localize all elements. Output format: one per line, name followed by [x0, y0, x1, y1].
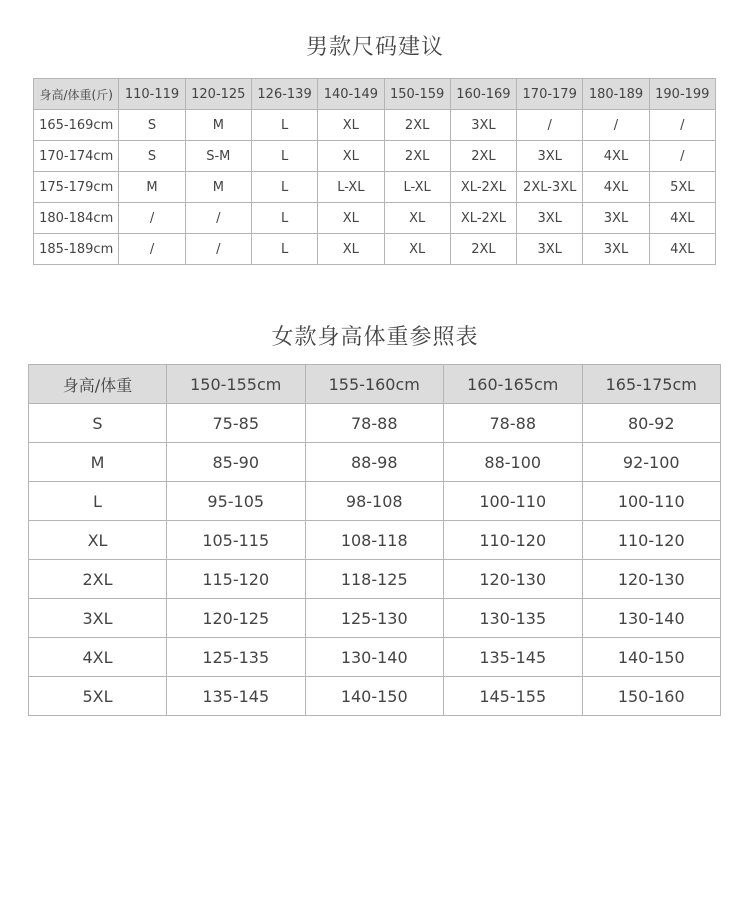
men-table-cell: S	[119, 141, 185, 172]
men-column-header: 110-119	[119, 79, 185, 110]
women-table-cell: 125-135	[167, 638, 306, 677]
men-table-cell: M	[185, 110, 251, 141]
men-table-cell: L	[251, 110, 317, 141]
women-table-cell: 110-120	[582, 521, 721, 560]
men-table-cell: 3XL	[517, 141, 583, 172]
men-table-cell: 2XL	[384, 141, 450, 172]
men-table-row	[34, 172, 716, 203]
men-table-cell: L-XL	[318, 172, 384, 203]
men-table-cell: 2XL	[450, 141, 516, 172]
men-column-header: 170-179	[517, 79, 583, 110]
men-table-row	[34, 141, 716, 172]
men-table-cell: 4XL	[649, 234, 715, 265]
women-column-header: 150-155cm	[167, 365, 306, 404]
women-table-cell: 135-145	[444, 638, 583, 677]
men-table-cell: S-M	[185, 141, 251, 172]
women-row-label: S	[29, 404, 167, 443]
women-table-row	[29, 677, 721, 716]
men-table-cell: 3XL	[583, 203, 649, 234]
women-table-cell: 105-115	[167, 521, 306, 560]
men-column-header: 120-125	[185, 79, 251, 110]
women-header-row	[29, 365, 721, 404]
men-table-cell: XL	[318, 141, 384, 172]
men-column-header: 126-139	[251, 79, 317, 110]
men-size-table	[33, 78, 716, 265]
men-table-cell: 5XL	[649, 172, 715, 203]
women-table-cell: 92-100	[582, 443, 721, 482]
women-table-cell: 140-150	[582, 638, 721, 677]
men-table-row	[34, 110, 716, 141]
men-table-cell: XL	[318, 234, 384, 265]
women-table-cell: 100-110	[582, 482, 721, 521]
men-table-cell: XL-2XL	[450, 172, 516, 203]
women-table-cell: 118-125	[305, 560, 444, 599]
women-table-cell: 108-118	[305, 521, 444, 560]
women-corner-header: 身高/体重	[29, 365, 167, 404]
women-table-cell: 130-140	[582, 599, 721, 638]
men-table-cell: /	[119, 203, 185, 234]
men-table-row	[34, 234, 716, 265]
women-table-cell: 85-90	[167, 443, 306, 482]
women-column-header: 160-165cm	[444, 365, 583, 404]
women-table-row	[29, 599, 721, 638]
men-table-cell: /	[185, 234, 251, 265]
men-column-header: 150-159	[384, 79, 450, 110]
women-row-label: 5XL	[29, 677, 167, 716]
women-table-cell: 75-85	[167, 404, 306, 443]
men-row-label: 185-189cm	[34, 234, 119, 265]
men-table-cell: L	[251, 234, 317, 265]
women-table-cell: 100-110	[444, 482, 583, 521]
women-table-cell: 78-88	[444, 404, 583, 443]
women-table-cell: 130-140	[305, 638, 444, 677]
women-row-label: L	[29, 482, 167, 521]
men-row-label: 175-179cm	[34, 172, 119, 203]
men-table-cell: XL	[318, 110, 384, 141]
women-column-header: 165-175cm	[582, 365, 721, 404]
men-table-cell: 4XL	[583, 141, 649, 172]
men-column-header: 190-199	[649, 79, 715, 110]
women-table-cell: 115-120	[167, 560, 306, 599]
women-table-row	[29, 560, 721, 599]
men-table-cell: /	[517, 110, 583, 141]
women-table-row	[29, 404, 721, 443]
women-table-cell: 88-98	[305, 443, 444, 482]
women-table-cell: 140-150	[305, 677, 444, 716]
men-table-cell: 2XL-3XL	[517, 172, 583, 203]
men-size-title: 男款尺码建议	[305, 35, 444, 60]
women-table-cell: 120-130	[582, 560, 721, 599]
men-table-cell: M	[185, 172, 251, 203]
women-table-cell: 78-88	[305, 404, 444, 443]
men-column-header: 180-189	[583, 79, 649, 110]
men-table-cell: L-XL	[384, 172, 450, 203]
men-table-cell: XL	[318, 203, 384, 234]
men-table-cell: M	[119, 172, 185, 203]
men-table-cell: S	[119, 110, 185, 141]
men-column-header: 160-169	[450, 79, 516, 110]
women-size-title: 女款身高体重参照表	[271, 325, 479, 350]
women-table-cell: 110-120	[444, 521, 583, 560]
men-row-label: 180-184cm	[34, 203, 119, 234]
women-table-cell: 150-160	[582, 677, 721, 716]
women-table-row	[29, 443, 721, 482]
men-column-header: 140-149	[318, 79, 384, 110]
men-table-cell: 3XL	[517, 203, 583, 234]
men-row-label: 165-169cm	[34, 110, 119, 141]
women-table-row	[29, 521, 721, 560]
men-table-cell: XL-2XL	[450, 203, 516, 234]
men-header-row	[34, 79, 716, 110]
men-table-cell: /	[185, 203, 251, 234]
men-table-cell: 4XL	[583, 172, 649, 203]
men-table-cell: 3XL	[583, 234, 649, 265]
men-corner-header: 身高/体重(斤)	[34, 79, 119, 110]
men-table-cell: XL	[384, 203, 450, 234]
women-table-row	[29, 482, 721, 521]
women-table-cell: 120-130	[444, 560, 583, 599]
women-table-cell: 120-125	[167, 599, 306, 638]
men-table-cell: /	[583, 110, 649, 141]
women-table-cell: 125-130	[305, 599, 444, 638]
women-table-cell: 98-108	[305, 482, 444, 521]
women-table-cell: 80-92	[582, 404, 721, 443]
men-table-cell: 2XL	[384, 110, 450, 141]
men-table-cell: /	[119, 234, 185, 265]
men-table-cell: 4XL	[649, 203, 715, 234]
women-row-label: 3XL	[29, 599, 167, 638]
men-table-cell: L	[251, 141, 317, 172]
men-table-row	[34, 203, 716, 234]
men-table-cell: /	[649, 110, 715, 141]
women-table-row	[29, 638, 721, 677]
men-row-label: 170-174cm	[34, 141, 119, 172]
men-table-cell: 3XL	[517, 234, 583, 265]
women-row-label: XL	[29, 521, 167, 560]
women-column-header: 155-160cm	[305, 365, 444, 404]
women-table-cell: 145-155	[444, 677, 583, 716]
women-table-cell: 135-145	[167, 677, 306, 716]
women-table-cell: 130-135	[444, 599, 583, 638]
men-table-cell: /	[649, 141, 715, 172]
men-table-cell: 3XL	[450, 110, 516, 141]
men-table-cell: 2XL	[450, 234, 516, 265]
women-table-cell: 95-105	[167, 482, 306, 521]
men-table-cell: L	[251, 203, 317, 234]
men-table-cell: L	[251, 172, 317, 203]
men-table-cell: XL	[384, 234, 450, 265]
women-row-label: 4XL	[29, 638, 167, 677]
women-table-cell: 88-100	[444, 443, 583, 482]
women-row-label: M	[29, 443, 167, 482]
women-row-label: 2XL	[29, 560, 167, 599]
women-size-table	[28, 364, 721, 716]
